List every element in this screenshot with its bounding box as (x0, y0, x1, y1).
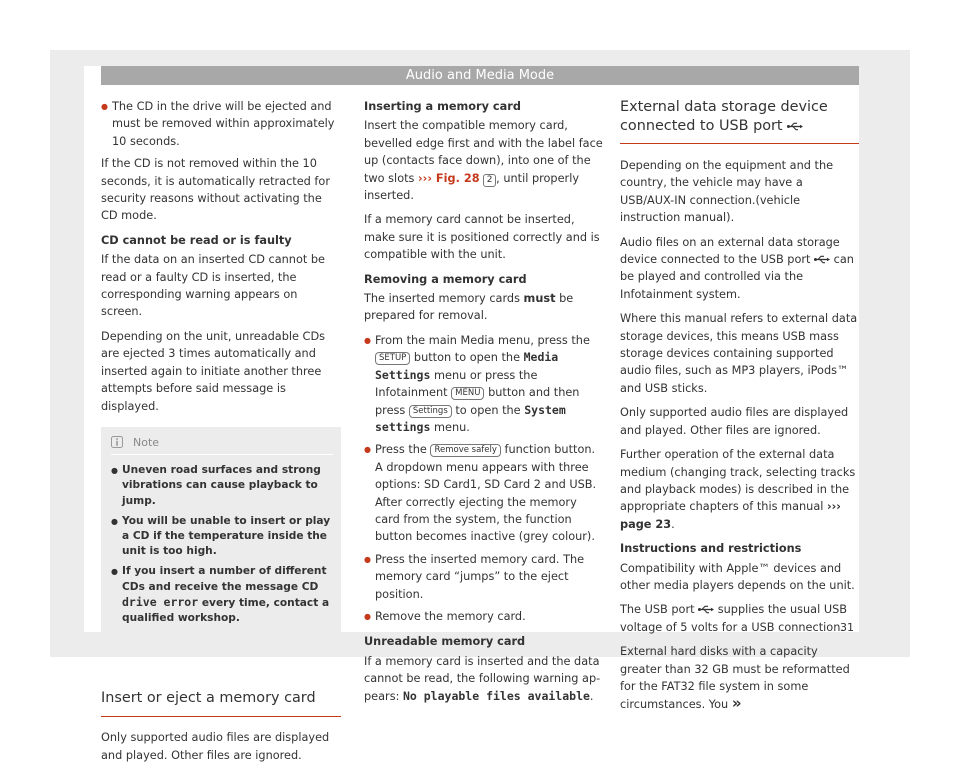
paragraph: Compatibility with Apple™ devices and other media players depends on the unit. (620, 561, 855, 592)
paragraph: External hard disks with a capacity greater than 32 GB must be reformatted for the FAT32 file system in some circumstances. You » (620, 645, 850, 713)
paragraph: Depending on the unit, unreadable CDs are ejected 3 times automatically and inserted again to initiate another three attempts before said message is displayed. (101, 329, 326, 413)
usb-icon (787, 122, 803, 131)
paragraph: The inserted memory cards must be prepared for removal. (364, 292, 574, 323)
page-link[interactable]: ››› page 23 (620, 500, 841, 531)
paragraph: Audio files on an external data storage device connected to the USB port can be played and controlled via the Infotainment system. (620, 235, 854, 301)
inline-code: System settings (375, 402, 566, 434)
usb-icon (698, 605, 714, 614)
inline-code: Media Settings (375, 350, 559, 382)
subheading: Instructions and restrictions (620, 542, 802, 556)
list-item: ● From the main Media menu, press the SETUP button to open the Media Settings menu or press the Infotainment MENU button and then press Settings to open the System settings menu. (364, 332, 604, 436)
paragraph: If the CD is not removed within the 10 seconds, it is automatically retracted for security reasons without activating the CD mode. (101, 157, 330, 223)
paragraph: If the data on an inserted CD cannot be read or a faulty CD is inserted, the corresponding warning appears on screen. (101, 253, 326, 319)
note-header (111, 435, 333, 455)
list-item: ● Remove the memory card. (364, 608, 604, 625)
chapter-header: Audio and Media Mode (101, 66, 859, 85)
callout-badge: 2 (483, 174, 496, 187)
section-title: External data storage device connected to USB port (620, 98, 859, 144)
inline-code: No playable files available (402, 688, 590, 703)
list-item: ● The CD in the drive will be ejected and must be removed within approximately 10 seconds. (101, 98, 341, 150)
list-item: ● Press the inserted memory card. The memory card “jumps” to the eject position. (364, 551, 604, 603)
paragraph: Depending on the equipment and the country, the vehicle may have a USB/AUX-IN connection.(vehicle instruction manual). (620, 159, 834, 225)
subheading: Unreadable memory card (364, 635, 526, 649)
paragraph: Where this manual refers to external data storage devices, this means USB mass storage devices containing supported audio files, such as MP3 players, iPods™ and USB sticks. (620, 312, 858, 395)
paragraph: Insert the compatible memory card, bevelled edge first and with the label face up (contacts face down), into one of the two slots ››› Fig. 28 2 , until properly inserted. (364, 119, 603, 203)
column-2 (364, 98, 604, 712)
page-number: 31 (840, 621, 854, 634)
figure-link[interactable]: ››› Fig. 28 (418, 171, 480, 185)
inline-code: drive error (122, 594, 199, 609)
subheading: Inserting a memory card (364, 100, 521, 113)
info-icon (111, 436, 123, 448)
usb-icon (814, 255, 830, 264)
paragraph: If a memory card is inserted and the data cannot be read, the following warning appears: No playable files available. (364, 654, 601, 703)
section-title: Insert or eject a memory card (101, 671, 341, 717)
paragraph: If a memory card cannot be inserted, make sure it is positioned correctly and is compatible with the unit. (364, 213, 600, 262)
continue-marker: » (731, 694, 742, 713)
column-1 (101, 98, 341, 771)
list-item: ● Press the Remove safely function button. A dropdown menu appears with three options: SD Card1, SD Card 2 and USB. After correctly ejecting the memory card from the system, the function button becomes inactive (grey colour). (364, 441, 604, 545)
list-item: ● You will be unable to insert or play a CD if the temperature inside the unit is too high. (111, 514, 333, 560)
paragraph: Only supported audio files are displayed and played. Other files are ignored. (620, 406, 849, 437)
paragraph: Only supported audio files are displayed and played. Other files are ignored. (101, 731, 330, 762)
list-item: ● Uneven road surfaces and strong vibrations can cause playback to jump. (111, 463, 333, 509)
settings-key: Settings (409, 405, 452, 418)
paragraph: The USB port supplies the usual USB voltage of 5 volts for a USB connection. (620, 603, 848, 634)
note-title: Note (133, 435, 160, 449)
column-3 (620, 98, 859, 721)
paragraph: Further operation of the external data medium (changing track, selecting tracks and playback modes) is described in the appropriate chapters of this manual ››› page 23. (620, 448, 856, 531)
setup-key: SETUP (375, 352, 410, 365)
menu-key: MENU (451, 387, 484, 400)
note-box (101, 427, 341, 639)
subheading: Removing a memory card (364, 272, 527, 286)
remove-safely-key: Remove safely (430, 444, 500, 457)
subheading: CD cannot be read or is faulty (101, 233, 292, 247)
list-item: ● If you insert a number of different CDs and receive the message CD drive error every time, contact a qualified workshop. (111, 564, 333, 626)
